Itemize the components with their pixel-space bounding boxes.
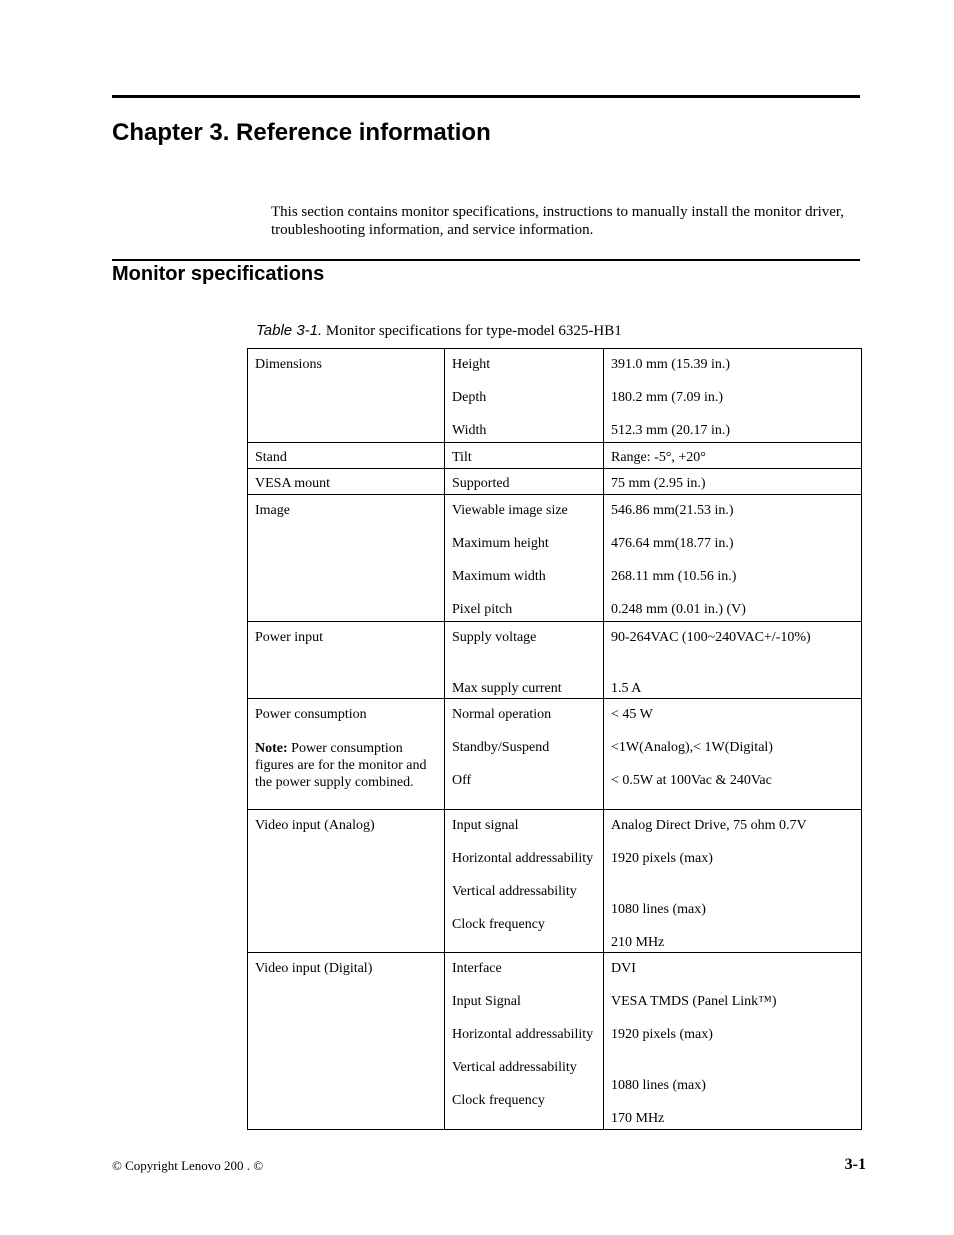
table-row-video-analog <box>248 810 862 953</box>
attribute-label: Depth <box>452 390 487 405</box>
attribute-cell <box>445 622 604 699</box>
note-label: Note: <box>255 741 288 756</box>
attribute-cell <box>445 953 604 1130</box>
value-cell <box>604 349 862 443</box>
value-text: Range: -5°, +20° <box>611 450 706 465</box>
attribute-label: Vertical addressability <box>452 884 577 899</box>
value-text: Analog Direct Drive, 75 ohm 0.7V <box>611 818 807 833</box>
note-text: Power consumption figures are for the monitor and the power supply combined. <box>255 741 427 790</box>
value-text: 1920 pixels (max) <box>611 851 713 866</box>
value-text: <1W(Analog),< 1W(Digital) <box>611 740 773 755</box>
value-text: < 0.5W at 100Vac & 240Vac <box>611 773 772 788</box>
category-cell <box>248 953 445 1130</box>
value-text: 391.0 mm (15.39 in.) <box>611 357 730 372</box>
category-cell <box>248 469 445 495</box>
value-cell <box>604 469 862 495</box>
category-label: VESA mount <box>255 476 331 491</box>
category-cell <box>248 495 445 622</box>
category-label: Dimensions <box>255 357 322 372</box>
section-title: Monitor specifications <box>112 263 325 285</box>
category-cell <box>248 699 445 810</box>
attribute-label: Maximum width <box>452 569 546 584</box>
table-row-dimensions <box>248 349 862 443</box>
power-note <box>255 740 438 791</box>
table-row-stand <box>248 443 862 469</box>
category-label: Power input <box>255 630 324 645</box>
attribute-label: Clock frequency <box>452 917 545 932</box>
table-row-power-input <box>248 622 862 699</box>
attribute-cell <box>445 810 604 953</box>
value-cell <box>604 953 862 1130</box>
value-cell <box>604 810 862 953</box>
attribute-label: Horizontal addressability <box>452 851 594 866</box>
value-text: 1.5 A <box>611 681 642 696</box>
category-label: Video input (Analog) <box>255 818 375 833</box>
attribute-label: Vertical addressability <box>452 1060 577 1075</box>
attribute-label: Interface <box>452 961 502 976</box>
value-text: VESA TMDS (Panel Link™) <box>611 994 777 1009</box>
value-cell <box>604 443 862 469</box>
attribute-cell <box>445 495 604 622</box>
category-label: Stand <box>255 450 287 465</box>
value-text: 512.3 mm (20.17 in.) <box>611 423 730 438</box>
attribute-label: Maximum height <box>452 536 549 551</box>
table-row-image <box>248 495 862 622</box>
table-row-video-digital <box>248 953 862 1130</box>
attribute-label: Tilt <box>452 450 472 465</box>
category-cell <box>248 349 445 443</box>
table-caption-label: Table 3-1. <box>256 322 323 339</box>
value-cell <box>604 699 862 810</box>
value-text: 1920 pixels (max) <box>611 1027 713 1042</box>
attribute-label: Supply voltage <box>452 630 537 645</box>
spec-table <box>247 348 862 1130</box>
attribute-label: Standby/Suspend <box>452 740 550 755</box>
attribute-label: Input Signal <box>452 994 521 1009</box>
attribute-label: Input signal <box>452 818 519 833</box>
category-cell <box>248 443 445 469</box>
top-rule <box>112 95 860 98</box>
page-number: 3-1 <box>844 1156 866 1173</box>
value-text: DVI <box>611 961 636 976</box>
attribute-cell <box>445 443 604 469</box>
value-cell <box>604 495 862 622</box>
value-cell <box>604 622 862 699</box>
attribute-cell <box>445 699 604 810</box>
chapter-title: Chapter 3. Reference information <box>112 119 491 146</box>
value-text: 75 mm (2.95 in.) <box>611 476 706 491</box>
attribute-label: Clock frequency <box>452 1093 545 1108</box>
table-row-vesa <box>248 469 862 495</box>
attribute-label: Height <box>452 357 491 372</box>
attribute-cell <box>445 469 604 495</box>
value-text: 1080 lines (max) <box>611 902 706 917</box>
attribute-label: Pixel pitch <box>452 602 513 617</box>
value-text: 210 MHz <box>611 935 665 950</box>
value-text: 170 MHz <box>611 1111 665 1126</box>
category-cell <box>248 810 445 953</box>
attribute-label: Normal operation <box>452 707 552 722</box>
category-label: Video input (Digital) <box>255 961 373 976</box>
attribute-label: Max supply current <box>452 681 562 696</box>
attribute-label: Off <box>452 773 472 788</box>
value-text: 90-264VAC (100~240VAC+/-10%) <box>611 630 811 645</box>
table-caption-text: Monitor specifications for type-model 6325-HB1 <box>322 323 622 339</box>
value-text: 1080 lines (max) <box>611 1078 706 1093</box>
attribute-label: Supported <box>452 476 510 491</box>
value-text: 180.2 mm (7.09 in.) <box>611 390 723 405</box>
footer-copyright: © Copyright Lenovo 200 . © <box>112 1158 264 1173</box>
intro-paragraph: This section contains monitor specifications, instructions to manually install the monitor driver, troubleshooting information, and service information. <box>271 204 845 238</box>
value-text: 546.86 mm(21.53 in.) <box>611 503 734 518</box>
category-cell <box>248 622 445 699</box>
value-text: < 45 W <box>611 707 653 722</box>
value-text: 0.248 mm (0.01 in.) (V) <box>611 602 746 617</box>
table-row-power-consumption <box>248 699 862 810</box>
attribute-label: Viewable image size <box>452 503 568 518</box>
attribute-cell <box>445 349 604 443</box>
table-caption <box>256 321 622 341</box>
value-text: 268.11 mm (10.56 in.) <box>611 569 737 584</box>
category-label: Image <box>255 503 290 518</box>
attribute-label: Horizontal addressability <box>452 1027 594 1042</box>
value-text: 476.64 mm(18.77 in.) <box>611 536 734 551</box>
attribute-label: Width <box>452 423 487 438</box>
category-label: Power consumption <box>255 707 367 722</box>
